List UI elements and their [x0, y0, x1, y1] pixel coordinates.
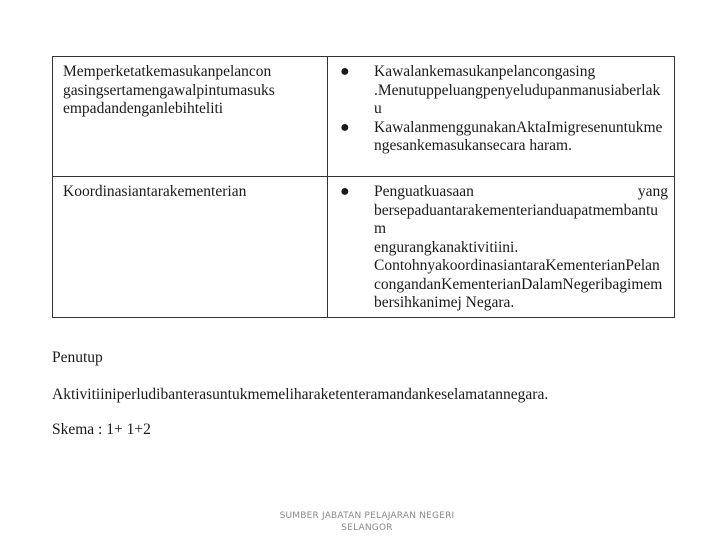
- list-item-line: bersihkanimej Negara.: [374, 294, 515, 311]
- table-cell-left: [53, 57, 328, 177]
- closing-title: Penutup: [52, 349, 103, 366]
- list-item-line: ContohnyakoordinasiantaraKementerianPelan: [374, 257, 660, 274]
- list-item-line: ngesankemasukansecara haram.: [374, 137, 572, 154]
- source-footer: [262, 510, 472, 534]
- list-item: [334, 63, 668, 119]
- cell-text-line: empadandenganlebihteliti: [63, 100, 224, 117]
- list-item: [334, 119, 668, 156]
- bullet-list: [334, 63, 668, 156]
- list-item-first-line: [374, 183, 668, 202]
- list-item-line: bersepaduantarakementerianduapatmembantum: [374, 201, 659, 237]
- list-item-line: u: [374, 100, 382, 117]
- cell-text-line: Memperketatkemasukanpelancon: [63, 63, 272, 80]
- table-cell-right: [328, 177, 675, 318]
- table-row: [53, 57, 675, 177]
- cell-text-line: Koordinasiantarakementerian: [63, 183, 247, 200]
- table-cell-left: [53, 177, 328, 318]
- list-item: [334, 183, 668, 313]
- cell-text-line: gasingsertamengawalpintumasuks: [63, 81, 275, 99]
- bullet-list: [334, 183, 668, 313]
- bullet-icon: ●: [340, 118, 350, 136]
- list-item-word: yang: [637, 183, 668, 200]
- list-item-word: Penguatkuasaan: [374, 183, 474, 200]
- table-cell-right: [328, 57, 675, 177]
- footer-line: SELANGOR: [341, 523, 393, 533]
- list-item-line: KawalanmenggunakanAktaImigresenuntukme: [374, 118, 663, 136]
- list-item-line: engurangkanaktivitiini.: [374, 238, 519, 256]
- closing-text: Aktivitiiniperludibanterasuntukmemeliharaketenteramandankeselamatannegara.: [52, 386, 549, 403]
- content-table: [52, 56, 675, 318]
- list-item-line: Kawalankemasukanpelancongasing: [374, 63, 596, 80]
- scoring-scheme: Skema : 1+ 1+2: [52, 421, 151, 438]
- footer-line: SUMBER JABATAN PELAJARAN NEGERI: [279, 511, 455, 521]
- list-item-line: congandanKementerianDalamNegeribagimem: [374, 275, 663, 293]
- list-item-line: .Menutuppeluangpenyeludupanmanusiaberlak: [374, 81, 661, 99]
- bullet-icon: ●: [340, 183, 350, 200]
- table-row: [53, 177, 675, 318]
- bullet-icon: ●: [340, 63, 350, 80]
